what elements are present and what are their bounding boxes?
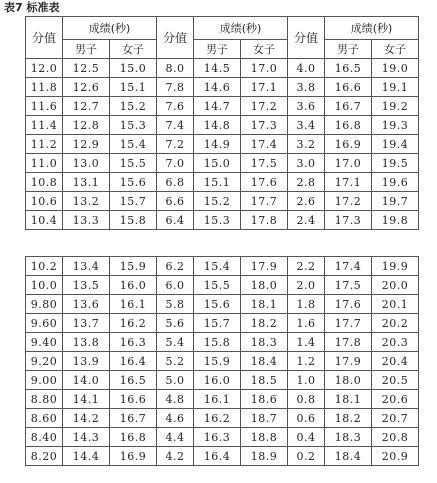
table-row — [26, 257, 419, 276]
table-cell: 8.0 — [157, 59, 194, 78]
table-cell: 16.0 — [110, 276, 157, 295]
standard-table-bottom — [25, 256, 419, 466]
table-cell: 13.6 — [63, 295, 110, 314]
table-cell: 20.4 — [372, 352, 419, 371]
table-cell: 9.80 — [26, 295, 63, 314]
table-cell: 20.2 — [372, 314, 419, 333]
table-cell: 16.7 — [110, 409, 157, 428]
table-row — [26, 390, 419, 409]
table-cell: 17.4 — [241, 135, 288, 154]
table-cell: 11.6 — [26, 97, 63, 116]
table-cell: 13.0 — [63, 154, 110, 173]
table-cell: 3.4 — [288, 116, 325, 135]
table-cell: 5.0 — [157, 371, 194, 390]
table-cell: 19.2 — [372, 97, 419, 116]
table-cell: 16.3 — [110, 333, 157, 352]
table-cell: 16.4 — [194, 447, 241, 466]
table-cell: 18.9 — [241, 447, 288, 466]
table-cell: 15.5 — [194, 276, 241, 295]
table-cell: 0.6 — [288, 409, 325, 428]
table-cell: 6.6 — [157, 192, 194, 211]
table-cell: 15.8 — [110, 211, 157, 230]
score-header: 分值 — [26, 17, 63, 59]
table-cell: 15.3 — [194, 211, 241, 230]
table-row — [26, 59, 419, 78]
table-cell: 16.4 — [110, 352, 157, 371]
table-cell: 2.4 — [288, 211, 325, 230]
table-cell: 9.20 — [26, 352, 63, 371]
table-cell: 17.1 — [241, 78, 288, 97]
table-cell: 16.3 — [194, 428, 241, 447]
table-cell: 13.1 — [63, 173, 110, 192]
table-cell: 0.2 — [288, 447, 325, 466]
table-cell: 18.0 — [325, 371, 372, 390]
table-row — [26, 428, 419, 447]
table-cell: 17.8 — [325, 333, 372, 352]
female-header: 女子 — [110, 40, 157, 59]
table-cell: 7.8 — [157, 78, 194, 97]
table-row — [26, 211, 419, 230]
table-cell: 18.8 — [241, 428, 288, 447]
table-cell: 13.9 — [63, 352, 110, 371]
table-cell: 14.3 — [63, 428, 110, 447]
table-cell: 8.80 — [26, 390, 63, 409]
table-cell: 0.4 — [288, 428, 325, 447]
table-cell: 13.4 — [63, 257, 110, 276]
table-cell: 8.20 — [26, 447, 63, 466]
table-cell: 4.8 — [157, 390, 194, 409]
female-header: 女子 — [241, 40, 288, 59]
table-cell: 15.6 — [110, 173, 157, 192]
table-cell: 15.2 — [110, 97, 157, 116]
table-cell: 18.0 — [241, 276, 288, 295]
table-row — [26, 409, 419, 428]
table-cell: 18.7 — [241, 409, 288, 428]
table-cell: 16.5 — [110, 371, 157, 390]
table-cell: 16.6 — [325, 78, 372, 97]
table-cell: 20.7 — [372, 409, 419, 428]
score-header: 分值 — [288, 17, 325, 59]
table-cell: 4.6 — [157, 409, 194, 428]
table-row — [26, 371, 419, 390]
table-cell: 18.3 — [325, 428, 372, 447]
table-cell: 18.3 — [241, 333, 288, 352]
table-cell: 12.5 — [63, 59, 110, 78]
table-cell: 15.7 — [110, 192, 157, 211]
table-cell: 19.1 — [372, 78, 419, 97]
table-cell: 20.5 — [372, 371, 419, 390]
table-row — [26, 78, 419, 97]
table-cell: 17.8 — [241, 211, 288, 230]
table-cell: 15.7 — [194, 314, 241, 333]
male-header: 男子 — [194, 40, 241, 59]
table-cell: 6.2 — [157, 257, 194, 276]
table-cell: 11.4 — [26, 116, 63, 135]
grade-header: 成绩(秒) — [325, 17, 419, 40]
table-cell: 8.40 — [26, 428, 63, 447]
table-cell: 12.6 — [63, 78, 110, 97]
table-cell: 15.6 — [194, 295, 241, 314]
grade-header: 成绩(秒) — [63, 17, 157, 40]
table-cell: 15.0 — [194, 154, 241, 173]
table-cell: 12.7 — [63, 97, 110, 116]
table-cell: 9.40 — [26, 333, 63, 352]
table-cell: 17.7 — [325, 314, 372, 333]
table-cell: 7.6 — [157, 97, 194, 116]
table-cell: 11.2 — [26, 135, 63, 154]
table-cell: 16.5 — [325, 59, 372, 78]
table-cell: 16.2 — [110, 314, 157, 333]
table-row — [26, 192, 419, 211]
table-cell: 14.6 — [194, 78, 241, 97]
table-cell: 19.8 — [372, 211, 419, 230]
table-row — [26, 276, 419, 295]
table-row — [26, 295, 419, 314]
table-cell: 18.4 — [241, 352, 288, 371]
table-cell: 10.6 — [26, 192, 63, 211]
table-cell: 17.6 — [241, 173, 288, 192]
table-cell: 5.6 — [157, 314, 194, 333]
table-cell: 14.9 — [194, 135, 241, 154]
table-cell: 10.2 — [26, 257, 63, 276]
table-cell: 13.7 — [63, 314, 110, 333]
table-cell: 14.8 — [194, 116, 241, 135]
table-cell: 20.3 — [372, 333, 419, 352]
table-cell: 18.2 — [241, 314, 288, 333]
table-cell: 16.8 — [325, 116, 372, 135]
table-cell: 7.2 — [157, 135, 194, 154]
table-cell: 17.3 — [241, 116, 288, 135]
table-cell: 15.4 — [110, 135, 157, 154]
table-row — [26, 352, 419, 371]
table-cell: 17.2 — [241, 97, 288, 116]
table-cell: 15.2 — [194, 192, 241, 211]
table-cell: 4.2 — [157, 447, 194, 466]
table-cell: 14.0 — [63, 371, 110, 390]
table-title: 表7 标准表 — [4, 1, 60, 14]
table-cell: 20.8 — [372, 428, 419, 447]
table-cell: 16.8 — [110, 428, 157, 447]
table-cell: 6.4 — [157, 211, 194, 230]
table-cell: 16.2 — [194, 409, 241, 428]
score-header: 分值 — [157, 17, 194, 59]
table-cell: 5.8 — [157, 295, 194, 314]
table-row — [26, 173, 419, 192]
table-cell: 2.2 — [288, 257, 325, 276]
table-cell: 6.8 — [157, 173, 194, 192]
table-cell: 20.9 — [372, 447, 419, 466]
table-cell: 20.0 — [372, 276, 419, 295]
table-cell: 17.3 — [325, 211, 372, 230]
table-cell: 17.6 — [325, 295, 372, 314]
table-cell: 17.1 — [325, 173, 372, 192]
table-cell: 12.9 — [63, 135, 110, 154]
table-cell: 1.2 — [288, 352, 325, 371]
table-cell: 14.7 — [194, 97, 241, 116]
male-header: 男子 — [63, 40, 110, 59]
table-cell: 19.6 — [372, 173, 419, 192]
table-cell: 11.0 — [26, 154, 63, 173]
table-cell: 14.5 — [194, 59, 241, 78]
table-cell: 3.0 — [288, 154, 325, 173]
table-cell: 17.7 — [241, 192, 288, 211]
table-cell: 16.0 — [194, 371, 241, 390]
table-cell: 19.3 — [372, 116, 419, 135]
table-cell: 1.4 — [288, 333, 325, 352]
table-cell: 19.4 — [372, 135, 419, 154]
table-cell: 15.8 — [194, 333, 241, 352]
table-cell: 13.5 — [63, 276, 110, 295]
table-cell: 13.8 — [63, 333, 110, 352]
table-cell: 18.2 — [325, 409, 372, 428]
table-row — [26, 154, 419, 173]
table-cell: 16.7 — [325, 97, 372, 116]
table-cell: 17.0 — [241, 59, 288, 78]
table-row — [26, 447, 419, 466]
table-cell: 15.4 — [194, 257, 241, 276]
table-cell: 19.5 — [372, 154, 419, 173]
table-cell: 18.4 — [325, 447, 372, 466]
table-cell: 18.1 — [241, 295, 288, 314]
table-row — [26, 97, 419, 116]
table-cell: 17.5 — [241, 154, 288, 173]
table-cell: 12.0 — [26, 59, 63, 78]
table-cell: 9.60 — [26, 314, 63, 333]
table-row — [26, 116, 419, 135]
table-cell: 8.60 — [26, 409, 63, 428]
table-cell: 15.3 — [110, 116, 157, 135]
table-cell: 3.6 — [288, 97, 325, 116]
table-row — [26, 333, 419, 352]
grade-header: 成绩(秒) — [194, 17, 288, 40]
table-cell: 16.9 — [110, 447, 157, 466]
table-cell: 10.0 — [26, 276, 63, 295]
table-cell: 1.6 — [288, 314, 325, 333]
table-cell: 15.0 — [110, 59, 157, 78]
table-cell: 20.6 — [372, 390, 419, 409]
table-row — [26, 314, 419, 333]
table-cell: 17.5 — [325, 276, 372, 295]
table-cell: 13.2 — [63, 192, 110, 211]
table-cell: 3.2 — [288, 135, 325, 154]
table-cell: 14.2 — [63, 409, 110, 428]
table-cell: 15.9 — [194, 352, 241, 371]
table-cell: 16.1 — [110, 295, 157, 314]
table-cell: 5.4 — [157, 333, 194, 352]
table-cell: 4.4 — [157, 428, 194, 447]
table-cell: 6.0 — [157, 276, 194, 295]
table-cell: 7.4 — [157, 116, 194, 135]
table-cell: 0.8 — [288, 390, 325, 409]
table-cell: 10.4 — [26, 211, 63, 230]
table-cell: 17.9 — [325, 352, 372, 371]
table-cell: 2.8 — [288, 173, 325, 192]
table-cell: 17.2 — [325, 192, 372, 211]
table-cell: 14.1 — [63, 390, 110, 409]
table-cell: 18.1 — [325, 390, 372, 409]
table-cell: 7.0 — [157, 154, 194, 173]
male-header: 男子 — [325, 40, 372, 59]
table-cell: 15.9 — [110, 257, 157, 276]
table-cell: 18.6 — [241, 390, 288, 409]
table-cell: 1.0 — [288, 371, 325, 390]
table-cell: 16.6 — [110, 390, 157, 409]
table-cell: 10.8 — [26, 173, 63, 192]
table-cell: 16.1 — [194, 390, 241, 409]
table-cell: 5.2 — [157, 352, 194, 371]
table-cell: 3.8 — [288, 78, 325, 97]
table-cell: 13.3 — [63, 211, 110, 230]
table-cell: 2.6 — [288, 192, 325, 211]
table-cell: 17.0 — [325, 154, 372, 173]
table-cell: 15.1 — [194, 173, 241, 192]
table-cell: 17.4 — [325, 257, 372, 276]
table-cell: 18.5 — [241, 371, 288, 390]
table-cell: 4.0 — [288, 59, 325, 78]
table-cell: 19.7 — [372, 192, 419, 211]
table-cell: 19.9 — [372, 257, 419, 276]
table-cell: 9.00 — [26, 371, 63, 390]
table-cell: 1.8 — [288, 295, 325, 314]
table-cell: 16.9 — [325, 135, 372, 154]
female-header: 女子 — [372, 40, 419, 59]
table-cell: 15.5 — [110, 154, 157, 173]
standard-table-top — [25, 16, 419, 230]
table-cell: 12.8 — [63, 116, 110, 135]
table-cell: 11.8 — [26, 78, 63, 97]
table-row — [26, 135, 419, 154]
table-cell: 15.1 — [110, 78, 157, 97]
table-cell: 20.1 — [372, 295, 419, 314]
table-cell: 2.0 — [288, 276, 325, 295]
table-cell: 19.0 — [372, 59, 419, 78]
table-cell: 14.4 — [63, 447, 110, 466]
table-cell: 17.9 — [241, 257, 288, 276]
